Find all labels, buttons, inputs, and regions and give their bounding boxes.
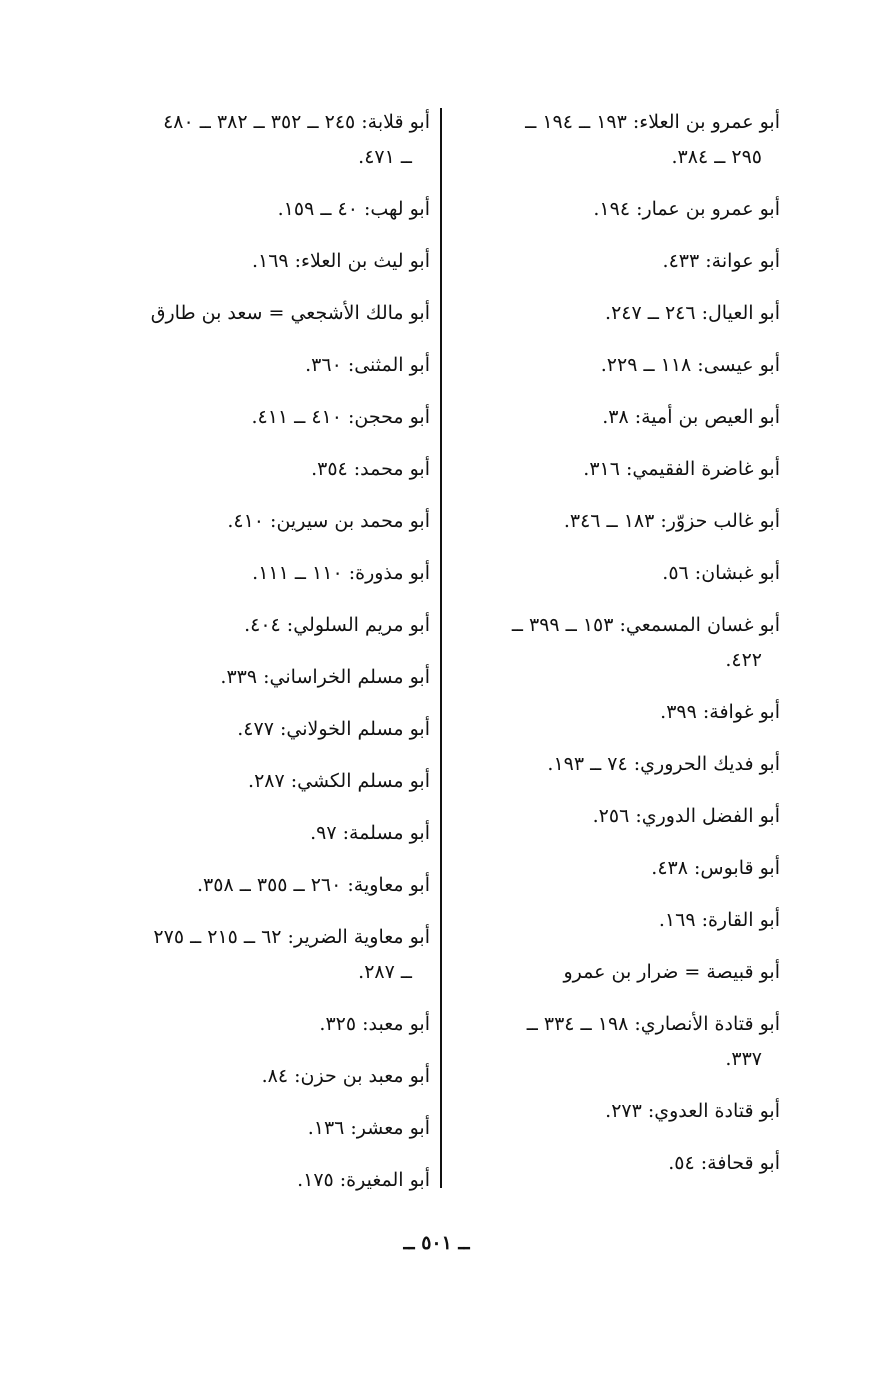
entry-continuation: ــ ٤٧١. (358, 146, 412, 168)
entry-line: أبو فديك الحروري: ٧٤ ــ ١٩٣. (547, 753, 780, 775)
index-entry (450, 1007, 780, 1077)
index-entry (450, 695, 780, 730)
entry-line: أبو عوانة: ٤٣٣. (662, 250, 780, 272)
entry-line: أبو محمد: ٣٥٤. (311, 458, 430, 480)
entry-line: أبو مسلمة: ٩٧. (310, 822, 430, 844)
index-entry (450, 851, 780, 886)
entry-line: أبو غسان المسمعي: ١٥٣ ــ ٣٩٩ ــ (511, 614, 780, 636)
entry-continuation: ٢٩٥ ــ ٣٨٤. (671, 146, 762, 168)
entry-line: أبو معاوية الضرير: ٦٢ ــ ٢١٥ ــ ٢٧٥ (153, 926, 430, 948)
index-entry (100, 764, 430, 799)
page-number: ــ ٥٠١ ــ (403, 1232, 470, 1254)
entry-line: أبو مريم السلولي: ٤٠٤. (244, 614, 430, 636)
index-entry (100, 1007, 430, 1042)
entry-continuation: ٤٢٢. (725, 649, 762, 671)
entry-line: أبو المغيرة: ١٧٥. (297, 1169, 430, 1191)
index-entry (450, 903, 780, 938)
entry-line: أبو عمرو بن عمار: ١٩٤. (593, 198, 780, 220)
index-entry (450, 504, 780, 539)
entry-continuation: ٣٣٧. (725, 1048, 762, 1070)
index-entry (450, 747, 780, 782)
entry-line: أبو قبيصة = ضرار بن عمرو (563, 961, 780, 983)
entry-line: أبو غبشان: ٥٦. (662, 562, 780, 584)
index-entry (450, 608, 780, 678)
index-entry (100, 452, 430, 487)
entry-line: أبو معبد: ٣٢٥. (319, 1013, 430, 1035)
index-entry (450, 192, 780, 227)
entry-line: أبو العيص بن أمية: ٣٨. (602, 406, 780, 428)
index-entry (450, 556, 780, 591)
index-entry (100, 868, 430, 903)
index-entry (100, 816, 430, 851)
entry-line: أبو مسلم الخولاني: ٤٧٧. (237, 718, 430, 740)
index-entry (100, 660, 430, 695)
entry-line: أبو القارة: ١٦٩. (658, 909, 780, 931)
entry-line: أبو معشر: ١٣٦. (307, 1117, 430, 1139)
index-entry (100, 1163, 430, 1198)
entry-line: أبو لهب: ٤٠ ــ ١٥٩. (277, 198, 430, 220)
entry-line: أبو عيسى: ١١٨ ــ ٢٢٩. (600, 354, 780, 376)
entry-continuation: ــ ٢٨٧. (358, 961, 412, 983)
entry-line: أبو محجن: ٤١٠ ــ ٤١١. (251, 406, 430, 428)
index-entry (100, 1059, 430, 1094)
index-entry (100, 556, 430, 591)
index-entry (450, 244, 780, 279)
index-entry (100, 296, 430, 331)
index-entry (100, 400, 430, 435)
index-entry (100, 348, 430, 383)
entry-line: أبو قتادة الأنصاري: ١٩٨ ــ ٣٣٤ ــ (526, 1013, 780, 1035)
index-entry (100, 920, 430, 990)
index-entry (100, 244, 430, 279)
entry-line: أبو غوافة: ٣٩٩. (660, 701, 780, 723)
entry-line: أبو الفضل الدوري: ٢٥٦. (592, 805, 780, 827)
index-entry (450, 1094, 780, 1129)
entry-line: أبو ليث بن العلاء: ١٦٩. (251, 250, 430, 272)
entry-line: أبو غاضرة الفقيمي: ٣١٦. (583, 458, 780, 480)
index-entry (450, 105, 780, 175)
index-entry (100, 504, 430, 539)
entry-line: أبو معبد بن حزن: ٨٤. (261, 1065, 430, 1087)
entry-line: أبو محمد بن سيرين: ٤١٠. (227, 510, 430, 532)
index-column-left (100, 105, 430, 1215)
index-entry (450, 799, 780, 834)
index-entry (450, 1146, 780, 1181)
entry-line: أبو قابوس: ٤٣٨. (651, 857, 780, 879)
entry-line: أبو مذورة: ١١٠ ــ ١١١. (252, 562, 430, 584)
index-entry (100, 105, 430, 175)
entry-line: أبو عمرو بن العلاء: ١٩٣ ــ ١٩٤ ــ (525, 111, 780, 133)
index-entry (450, 348, 780, 383)
index-entry (450, 452, 780, 487)
index-entry (100, 192, 430, 227)
index-entry (450, 955, 780, 990)
entry-line: أبو مسلم الخراساني: ٣٣٩. (220, 666, 430, 688)
index-column-right (450, 105, 780, 1198)
index-entry (450, 400, 780, 435)
entry-line: أبو قتادة العدوي: ٢٧٣. (605, 1100, 780, 1122)
entry-line: أبو المثنى: ٣٦٠. (305, 354, 430, 376)
index-entry (100, 608, 430, 643)
entry-line: أبو معاوية: ٢٦٠ ــ ٣٥٥ ــ ٣٥٨. (196, 874, 430, 896)
column-divider (440, 108, 442, 1188)
index-entry (450, 296, 780, 331)
index-entry (100, 712, 430, 747)
entry-line: أبو غالب حزوّر: ١٨٣ ــ ٣٤٦. (563, 510, 780, 532)
entry-line: أبو مالك الأشجعي = سعد بن طارق (150, 302, 430, 324)
entry-line: أبو العيال: ٢٤٦ ــ ٢٤٧. (605, 302, 780, 324)
entry-line: أبو قحافة: ٥٤. (668, 1152, 780, 1174)
entry-line: أبو قلابة: ٢٤٥ ــ ٣٥٢ ــ ٣٨٢ ــ ٤٨٠ (163, 111, 430, 133)
index-entry (100, 1111, 430, 1146)
entry-line: أبو مسلم الكشي: ٢٨٧. (248, 770, 430, 792)
